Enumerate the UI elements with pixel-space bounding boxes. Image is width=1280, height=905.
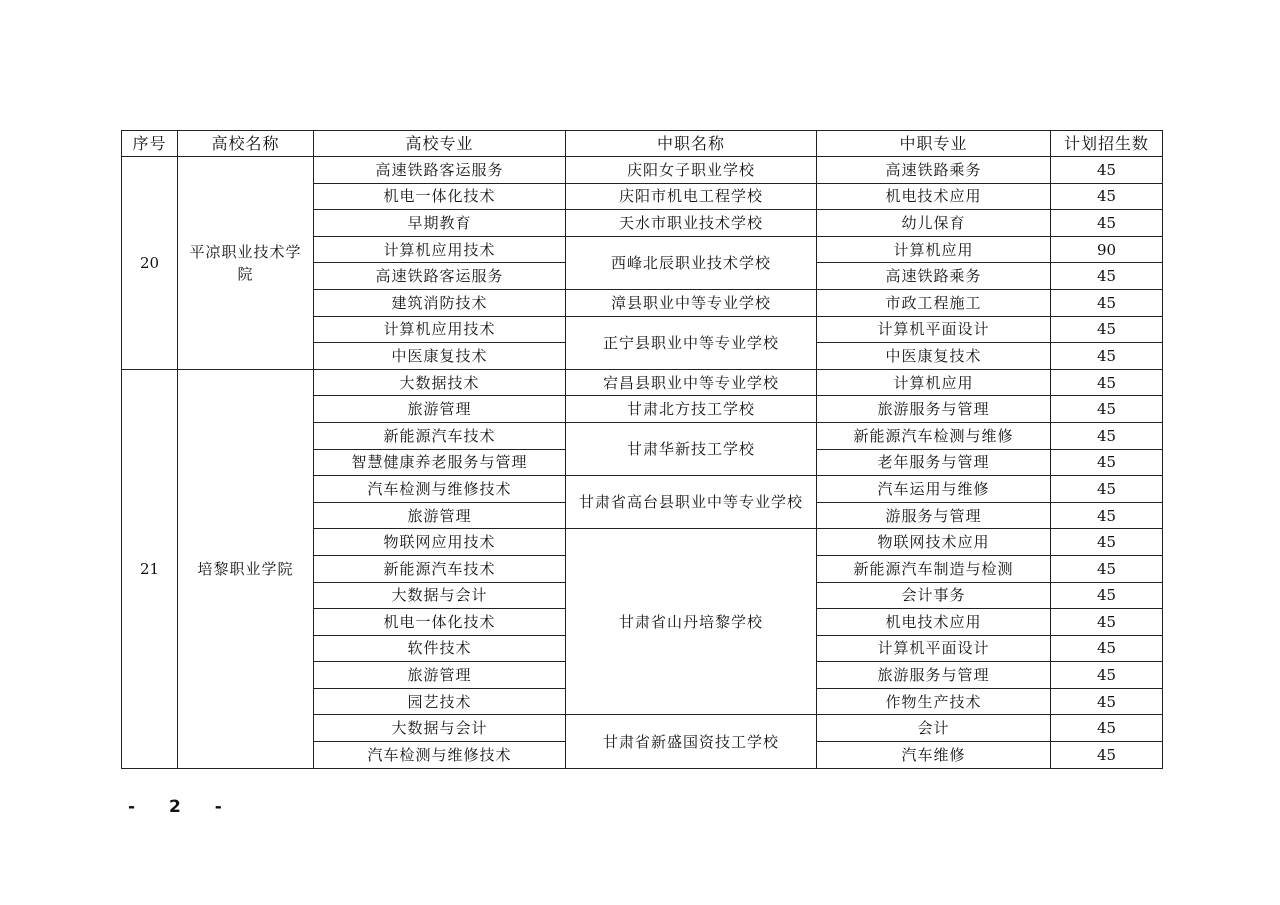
quota-cell: 45	[1051, 422, 1163, 449]
quota-cell: 45	[1051, 742, 1163, 769]
header-college: 高校名称	[178, 131, 314, 157]
quota-cell: 45	[1051, 715, 1163, 742]
header-college-major: 高校专业	[314, 131, 566, 157]
quota-cell: 45	[1051, 476, 1163, 503]
school-major-cell: 中医康复技术	[817, 343, 1051, 370]
quota-cell: 45	[1051, 289, 1163, 316]
quota-cell: 45	[1051, 502, 1163, 529]
quota-cell: 45	[1051, 396, 1163, 423]
college-major-cell: 园艺技术	[314, 688, 566, 715]
college-major-cell: 计算机应用技术	[314, 236, 566, 263]
college-major-cell: 机电一体化技术	[314, 609, 566, 636]
school-cell: 正宁县职业中等专业学校	[566, 316, 817, 369]
college-major-cell: 大数据与会计	[314, 715, 566, 742]
college-major-cell: 高速铁路客运服务	[314, 263, 566, 290]
school-major-cell: 新能源汽车检测与维修	[817, 422, 1051, 449]
college-major-cell: 机电一体化技术	[314, 183, 566, 210]
quota-cell: 45	[1051, 343, 1163, 370]
school-major-cell: 物联网技术应用	[817, 529, 1051, 556]
header-school-major: 中职专业	[817, 131, 1051, 157]
table-row	[122, 157, 1163, 184]
college-major-cell: 高速铁路客运服务	[314, 157, 566, 184]
quota-cell: 45	[1051, 210, 1163, 237]
header-seq: 序号	[122, 131, 178, 157]
college-major-cell: 汽车检测与维修技术	[314, 742, 566, 769]
school-major-cell: 会计	[817, 715, 1051, 742]
quota-cell: 45	[1051, 263, 1163, 290]
school-major-cell: 高速铁路乘务	[817, 263, 1051, 290]
school-cell: 甘肃省新盛国资技工学校	[566, 715, 817, 768]
school-major-cell: 旅游服务与管理	[817, 662, 1051, 689]
table-header-row	[122, 131, 1163, 157]
school-cell: 甘肃省高台县职业中等专业学校	[566, 476, 817, 529]
quota-cell: 45	[1051, 183, 1163, 210]
college-major-cell: 旅游管理	[314, 396, 566, 423]
school-major-cell: 汽车运用与维修	[817, 476, 1051, 503]
quota-cell: 45	[1051, 369, 1163, 396]
quota-cell: 45	[1051, 157, 1163, 184]
school-cell: 甘肃北方技工学校	[566, 396, 817, 423]
college-major-cell: 建筑消防技术	[314, 289, 566, 316]
school-major-cell: 汽车维修	[817, 742, 1051, 769]
school-major-cell: 作物生产技术	[817, 688, 1051, 715]
page-number: - 2 -	[128, 797, 236, 817]
school-major-cell: 高速铁路乘务	[817, 157, 1051, 184]
school-major-cell: 新能源汽车制造与检测	[817, 555, 1051, 582]
school-major-cell: 计算机应用	[817, 236, 1051, 263]
school-cell: 庆阳市机电工程学校	[566, 183, 817, 210]
quota-cell: 45	[1051, 635, 1163, 662]
college-major-cell: 新能源汽车技术	[314, 555, 566, 582]
quota-cell: 45	[1051, 316, 1163, 343]
college-major-cell: 软件技术	[314, 635, 566, 662]
college-major-cell: 大数据与会计	[314, 582, 566, 609]
header-school: 中职名称	[566, 131, 817, 157]
school-major-cell: 会计事务	[817, 582, 1051, 609]
school-major-cell: 游服务与管理	[817, 502, 1051, 529]
school-cell: 天水市职业技术学校	[566, 210, 817, 237]
college-major-cell: 新能源汽车技术	[314, 422, 566, 449]
college-major-cell: 物联网应用技术	[314, 529, 566, 556]
enrollment-plan-table	[121, 130, 1163, 769]
quota-cell: 45	[1051, 688, 1163, 715]
college-major-cell: 早期教育	[314, 210, 566, 237]
school-major-cell: 计算机平面设计	[817, 635, 1051, 662]
school-major-cell: 旅游服务与管理	[817, 396, 1051, 423]
quota-cell: 45	[1051, 529, 1163, 556]
school-cell: 宕昌县职业中等专业学校	[566, 369, 817, 396]
college-major-cell: 旅游管理	[314, 662, 566, 689]
group-college: 培黎职业学院	[178, 369, 314, 768]
school-major-cell: 老年服务与管理	[817, 449, 1051, 476]
school-major-cell: 市政工程施工	[817, 289, 1051, 316]
quota-cell: 45	[1051, 662, 1163, 689]
college-major-cell: 计算机应用技术	[314, 316, 566, 343]
table-row	[122, 369, 1163, 396]
school-major-cell: 机电技术应用	[817, 183, 1051, 210]
school-cell: 甘肃省山丹培黎学校	[566, 529, 817, 715]
college-major-cell: 智慧健康养老服务与管理	[314, 449, 566, 476]
school-major-cell: 计算机平面设计	[817, 316, 1051, 343]
college-major-cell: 大数据技术	[314, 369, 566, 396]
school-major-cell: 幼儿保育	[817, 210, 1051, 237]
header-quota: 计划招生数	[1051, 131, 1163, 157]
quota-cell: 45	[1051, 555, 1163, 582]
group-college: 平凉职业技术学院	[178, 157, 314, 370]
quota-cell: 45	[1051, 582, 1163, 609]
college-major-cell: 汽车检测与维修技术	[314, 476, 566, 503]
group-seq: 21	[122, 369, 178, 768]
school-cell: 庆阳女子职业学校	[566, 157, 817, 184]
quota-cell: 45	[1051, 449, 1163, 476]
quota-cell: 90	[1051, 236, 1163, 263]
school-cell: 西峰北辰职业技术学校	[566, 236, 817, 289]
school-major-cell: 计算机应用	[817, 369, 1051, 396]
quota-cell: 45	[1051, 609, 1163, 636]
college-major-cell: 旅游管理	[314, 502, 566, 529]
college-major-cell: 中医康复技术	[314, 343, 566, 370]
school-major-cell: 机电技术应用	[817, 609, 1051, 636]
group-seq: 20	[122, 157, 178, 370]
school-cell: 甘肃华新技工学校	[566, 422, 817, 475]
school-cell: 漳县职业中等专业学校	[566, 289, 817, 316]
